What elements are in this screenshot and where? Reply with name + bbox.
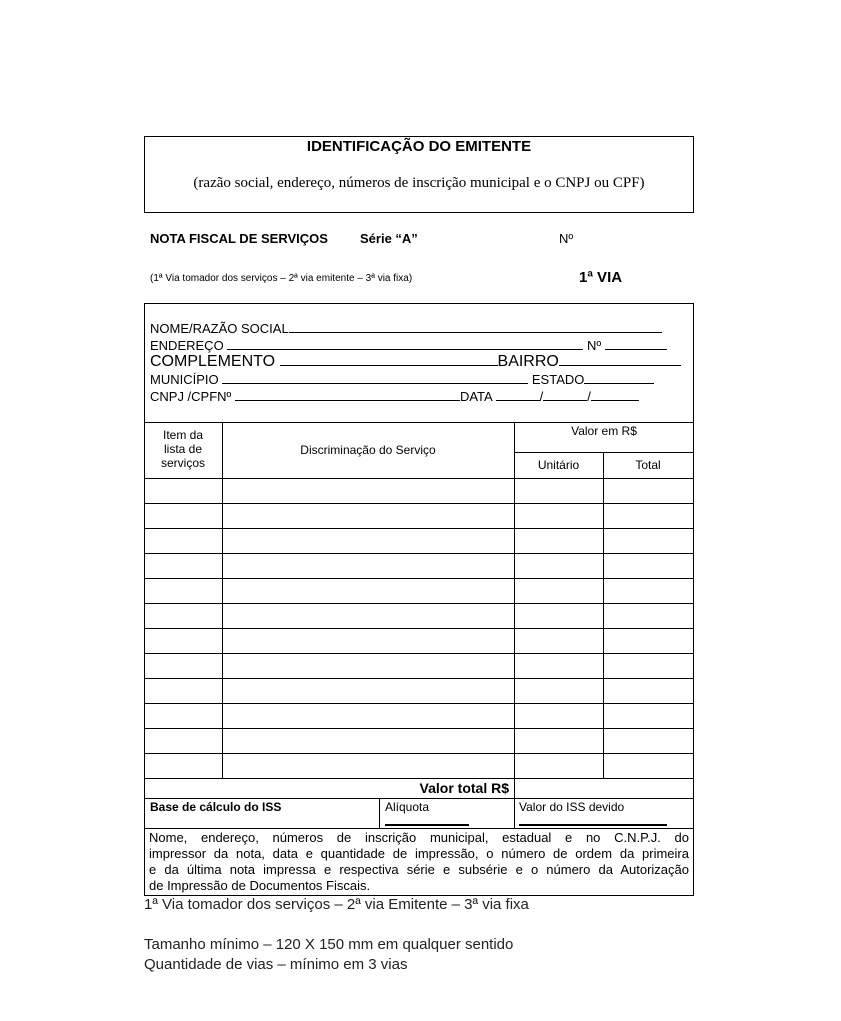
table-cell-description[interactable]	[223, 579, 514, 603]
iss-base-label-text: Base de cálculo do	[150, 800, 263, 814]
printer-note-line: de Impressão de Documentos Fiscais.	[149, 878, 371, 893]
table-cell-unit[interactable]	[515, 754, 603, 778]
table-cell-description[interactable]	[223, 729, 514, 753]
date-year-field[interactable]	[591, 388, 639, 401]
table-cell-total[interactable]	[604, 654, 693, 678]
tax-row-border	[144, 798, 694, 799]
date-month-field[interactable]	[543, 388, 587, 401]
complement-field[interactable]	[280, 353, 498, 366]
table-cell-description[interactable]	[223, 654, 514, 678]
table-cell-description[interactable]	[223, 604, 514, 628]
iss-base-label	[150, 800, 281, 814]
neighborhood-field[interactable]	[559, 353, 681, 366]
iss-due-label: Valor do ISS devido	[519, 800, 625, 814]
table-cell-description[interactable]	[223, 679, 514, 703]
footer-copies: 1ª Via tomador dos serviços – 2ª via Emitente – 3ª via fixa	[144, 896, 529, 913]
table-cell-total[interactable]	[604, 629, 693, 653]
complement-field-row	[150, 353, 681, 371]
header-item-line: serviços	[160, 456, 205, 470]
table-cell-item[interactable]	[145, 679, 222, 703]
rate-field[interactable]	[385, 824, 469, 826]
table-cell-item[interactable]	[145, 629, 222, 653]
address-number-field[interactable]	[605, 337, 667, 350]
date-day-field[interactable]	[496, 388, 540, 401]
table-cell-total[interactable]	[604, 554, 693, 578]
printer-note-line: Nome, endereço, números de inscrição municipal, estadual e no C.N.P.J. do	[149, 830, 689, 845]
table-cell-total[interactable]	[604, 529, 693, 553]
table-cell-unit[interactable]	[515, 579, 603, 603]
header-value-group: Valor em R$	[571, 424, 637, 438]
state-field[interactable]	[584, 371, 654, 384]
date-separator: /	[539, 389, 544, 404]
table-cell-description[interactable]	[223, 754, 514, 778]
table-cell-description[interactable]	[223, 554, 514, 578]
table-cell-total[interactable]	[604, 579, 693, 603]
table-cell-unit[interactable]	[515, 529, 603, 553]
printer-note-line: impressor da nota, data e quantidade de impressão, o número de ordem da primeira	[149, 846, 689, 861]
table-cell-item[interactable]	[145, 579, 222, 603]
total-value-field[interactable]	[515, 779, 693, 798]
table-cell-total[interactable]	[604, 729, 693, 753]
address-label: ENDEREÇO	[150, 338, 224, 353]
iss-due-field[interactable]	[519, 824, 667, 826]
total-label: Valor total R$	[419, 780, 509, 796]
table-cell-description[interactable]	[223, 479, 514, 503]
table-cell-item[interactable]	[145, 729, 222, 753]
emitter-title: IDENTIFICAÇÃO DO EMITENTE	[306, 138, 532, 155]
city-field-row	[150, 371, 654, 388]
header-item-line: lista de	[163, 442, 203, 456]
date-label: DATA	[459, 389, 492, 404]
date-separator: /	[587, 389, 591, 404]
printer-note-line: e da última nota impressa e respectiva série e subsérie e o número da Autorização	[149, 862, 689, 877]
table-cell-unit[interactable]	[515, 629, 603, 653]
table-cell-item[interactable]	[145, 504, 222, 528]
invoice-series: Série “A”	[360, 231, 418, 246]
emitter-subtitle: (razão social, endereço, números de inscrição municipal e o CNPJ ou CPF)	[193, 175, 645, 191]
copies-note: (1ª Via tomador dos serviços – 2ª via emitente – 3ª via fixa)	[150, 273, 413, 284]
table-cell-total[interactable]	[604, 504, 693, 528]
city-field[interactable]	[222, 371, 528, 384]
table-cell-unit[interactable]	[515, 554, 603, 578]
table-cell-description[interactable]	[223, 629, 514, 653]
state-label: ESTADO	[531, 372, 585, 387]
name-label: NOME/RAZÃO SOCIAL	[150, 321, 289, 336]
header-unit: Unitário	[537, 458, 580, 472]
neighborhood-label: BAIRRO	[497, 353, 559, 370]
cnpj-field-row	[150, 388, 639, 405]
header-description: Discriminação do Serviço	[300, 443, 436, 457]
city-label: MUNICÍPIO	[150, 372, 219, 387]
iss-base-label-bold: ISS	[262, 800, 282, 814]
table-cell-total[interactable]	[604, 679, 693, 703]
value-subheader-border	[514, 452, 694, 453]
address-number-label: Nº	[586, 338, 602, 353]
address-field[interactable]	[227, 337, 583, 350]
cnpj-label: CNPJ /CPFNº	[150, 389, 232, 404]
table-top-border	[144, 422, 694, 423]
table-cell-total[interactable]	[604, 704, 693, 728]
invoice-number-label: Nº	[559, 231, 574, 246]
table-cell-unit[interactable]	[515, 479, 603, 503]
table-cell-description[interactable]	[223, 504, 514, 528]
address-field-row	[150, 337, 667, 354]
invoice-title: NOTA FISCAL DE SERVIÇOS	[150, 231, 328, 246]
table-cell-total[interactable]	[604, 754, 693, 778]
table-cell-unit[interactable]	[515, 504, 603, 528]
table-cell-item[interactable]	[145, 654, 222, 678]
table-cell-unit[interactable]	[515, 604, 603, 628]
cnpj-field[interactable]	[235, 388, 460, 401]
header-item-line: Item da	[162, 428, 204, 442]
printer-note	[149, 830, 689, 894]
table-cell-unit[interactable]	[515, 654, 603, 678]
table-cell-description[interactable]	[223, 704, 514, 728]
table-cell-unit[interactable]	[515, 679, 603, 703]
header-item	[144, 428, 222, 470]
rate-label: Alíquota	[385, 800, 430, 814]
table-cell-total[interactable]	[604, 604, 693, 628]
complement-label: COMPLEMENTO	[150, 353, 276, 370]
table-cell-item[interactable]	[145, 554, 222, 578]
footer-min-copies: Quantidade de vias – mínimo em 3 vias	[144, 956, 408, 973]
name-field-row	[150, 320, 662, 337]
table-cell-item[interactable]	[145, 479, 222, 503]
table-cell-unit[interactable]	[515, 704, 603, 728]
table-cell-description[interactable]	[223, 529, 514, 553]
copy-label: 1ª VIA	[579, 269, 623, 286]
table-cell-item[interactable]	[145, 754, 222, 778]
table-cell-unit[interactable]	[515, 729, 603, 753]
table-cell-item[interactable]	[145, 704, 222, 728]
table-cell-item[interactable]	[145, 604, 222, 628]
table-cell-item[interactable]	[145, 529, 222, 553]
table-cell-total[interactable]	[604, 479, 693, 503]
header-total: Total	[635, 458, 661, 472]
printer-note-border	[144, 828, 694, 829]
footer-min-size: Tamanho mínimo – 120 X 150 mm em qualquer sentido	[144, 936, 514, 953]
rate-column-border	[379, 798, 380, 828]
name-field[interactable]	[289, 320, 662, 333]
